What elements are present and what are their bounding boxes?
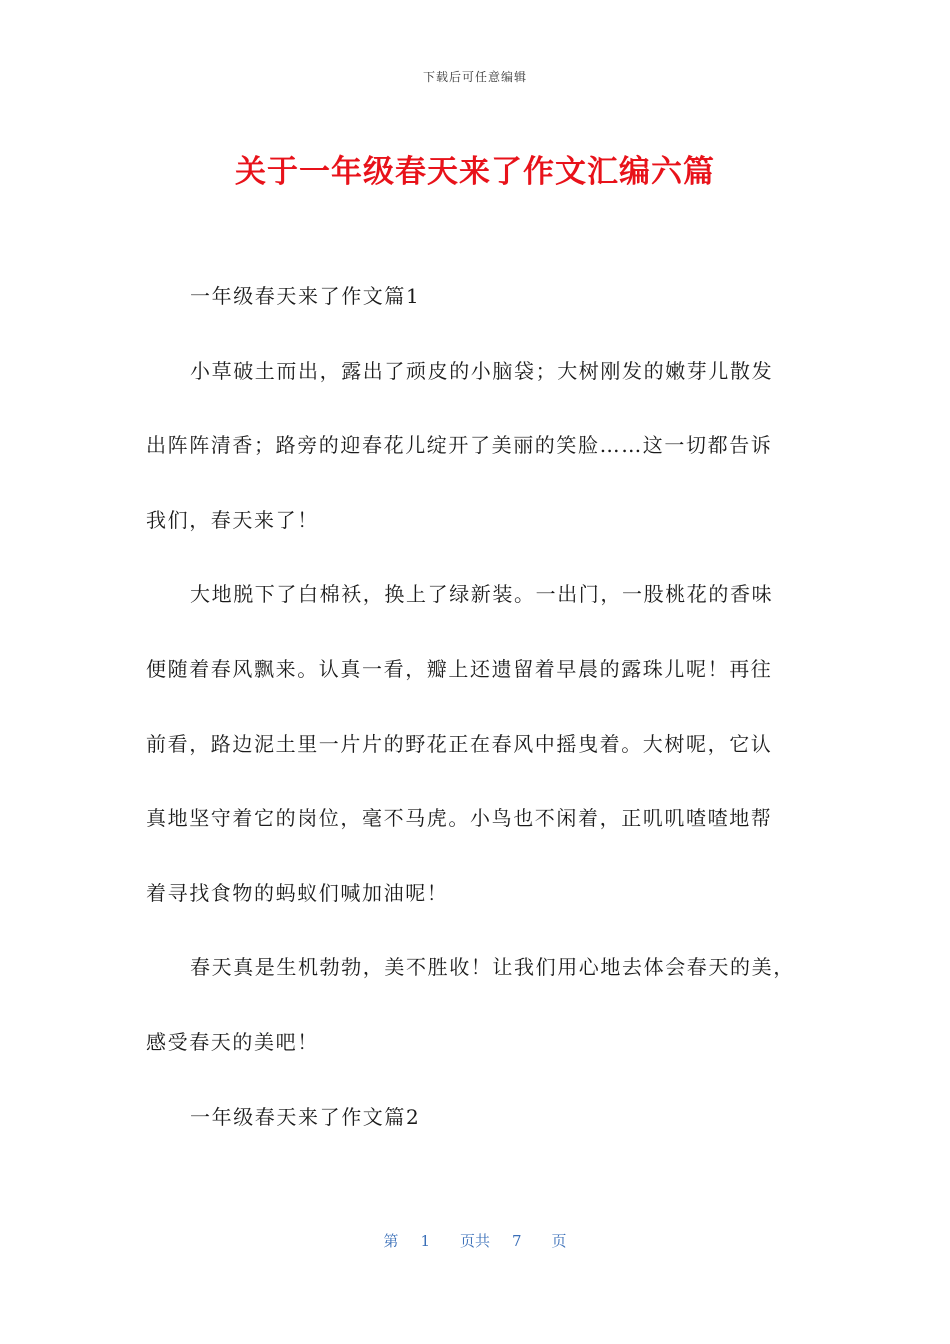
- document-title: 关于一年级春天来了作文汇编六篇: [235, 154, 715, 190]
- footer-page-prefix: 第: [383, 1232, 399, 1250]
- paragraph-line: 着寻找食物的蚂蚁们喊加油呢！: [146, 880, 449, 905]
- paragraph-line: 便随着春风飘来。认真一看，瓣上还遗留着早晨的露珠儿呢！再往: [146, 656, 773, 681]
- paragraph-line: 出阵阵清香；路旁的迎春花儿绽开了美丽的笑脸……这一切都告诉: [146, 433, 773, 458]
- paragraph-line: 我们，春天来了！: [146, 507, 319, 532]
- page-footer: [0, 1230, 950, 1251]
- paragraph-line: 春天真是生机勃勃，美不胜收！让我们用心地去体会春天的美，: [190, 955, 795, 980]
- paragraph-line: 前看，路边泥土里一片片的野花正在春风中摇曳着。大树呢，它认: [146, 731, 773, 756]
- paragraph-line: 真地坚守着它的岗位，毫不马虎。小鸟也不闲着，正叽叽喳喳地帮: [146, 806, 773, 831]
- section-heading: 一年级春天来了作文篇2: [190, 1104, 421, 1129]
- paragraph-line: 小草破土而出，露出了顽皮的小脑袋；大树刚发的嫩芽儿散发: [190, 358, 774, 383]
- footer-page-mid: 页共: [459, 1232, 490, 1250]
- header-note: 下载后可任意编辑: [422, 70, 527, 84]
- footer-page-suffix: 页: [551, 1232, 567, 1250]
- section-heading: 一年级春天来了作文篇1: [190, 284, 421, 308]
- footer-total-pages: 7: [512, 1232, 522, 1250]
- footer-current-page: 1: [420, 1232, 430, 1250]
- paragraph-line: 大地脱下了白棉袄，换上了绿新装。一出门，一股桃花的香味: [190, 582, 774, 607]
- document-body: [146, 278, 806, 1136]
- paragraph-line: 感受春天的美吧！: [146, 1029, 319, 1054]
